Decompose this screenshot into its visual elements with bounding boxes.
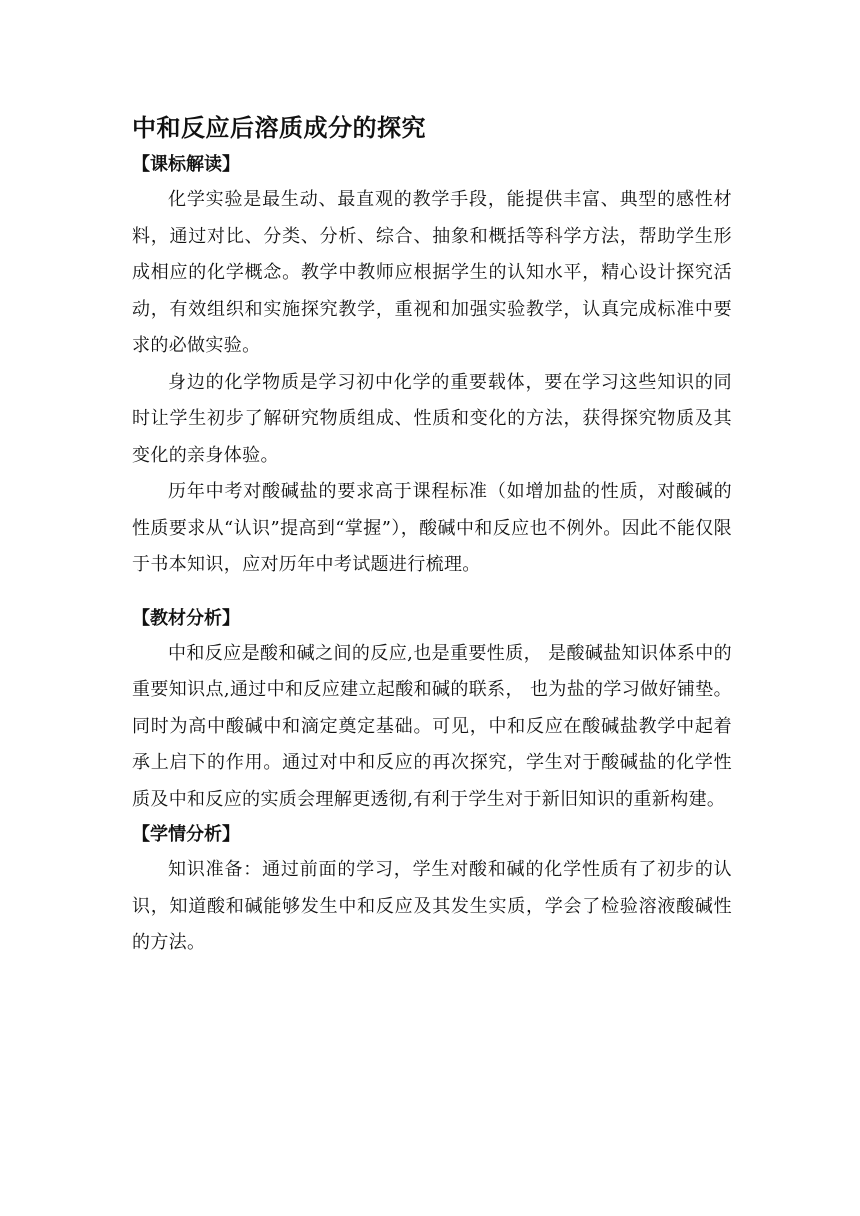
section-heading: 【教材分析】 — [132, 607, 240, 629]
paragraph: 历年中考对酸碱盐的要求高于课程标准（如增加盐的性质，对酸碱的性质要求从“认识”提高到“掌握”），酸碱中和反应也不例外。因此不能仅限于书本知识，应对历年中考试题进行梳理。 — [132, 481, 732, 575]
paragraph: 知识准备：通过前面的学习，学生对酸和碱的化学性质有了初步的认识，知道酸和碱能够发生中和反应及其发生实质，学会了检验溶液酸碱性的方法。 — [132, 859, 732, 953]
paragraph: 化学实验是最生动、最直观的教学手段，能提供丰富、典型的感性材料，通过对比、分类、分析、综合、抽象和概括等科学方法，帮助学生形成相应的化学概念。教学中教师应根据学生的认知水平，精心设计探究活动，有效组织和实施探究教学，重视和加强实验教学，认真完成标准中要求的必做实验。 — [132, 189, 732, 356]
section-heading: 【学情分析】 — [132, 824, 240, 845]
section-curriculum-standard — [132, 148, 732, 584]
document-title: 中和反应后溶质成分的探究 — [132, 114, 426, 142]
section-heading: 【课标解读】 — [132, 154, 240, 175]
document-page — [132, 108, 732, 962]
section-student-analysis — [132, 818, 732, 962]
paragraph: 身边的化学物质是学习初中化学的重要载体，要在学习这些知识的同时让学生初步了解研究物质组成、性质和变化的方法，获得探究物质及其变化的亲身体验。 — [132, 371, 732, 466]
section-textbook-analysis — [132, 602, 732, 819]
paragraph: 中和反应是酸和碱之间的反应,也是重要性质， 是酸碱盐知识体系中的重要知识点,通过中和反应建立起酸和碱的联系， 也为盐的学习做好铺垫。同时为高中酸碱中和滴定奠定基础。可见，中和反应在酸碱盐教学中起着承上启下的作用。通过对中和反应的再次探究，学生对于酸碱盐的化学性质及中和反应的实质会理解更透彻,有利于学生对于新旧知识的重新构建。 — [132, 642, 732, 810]
